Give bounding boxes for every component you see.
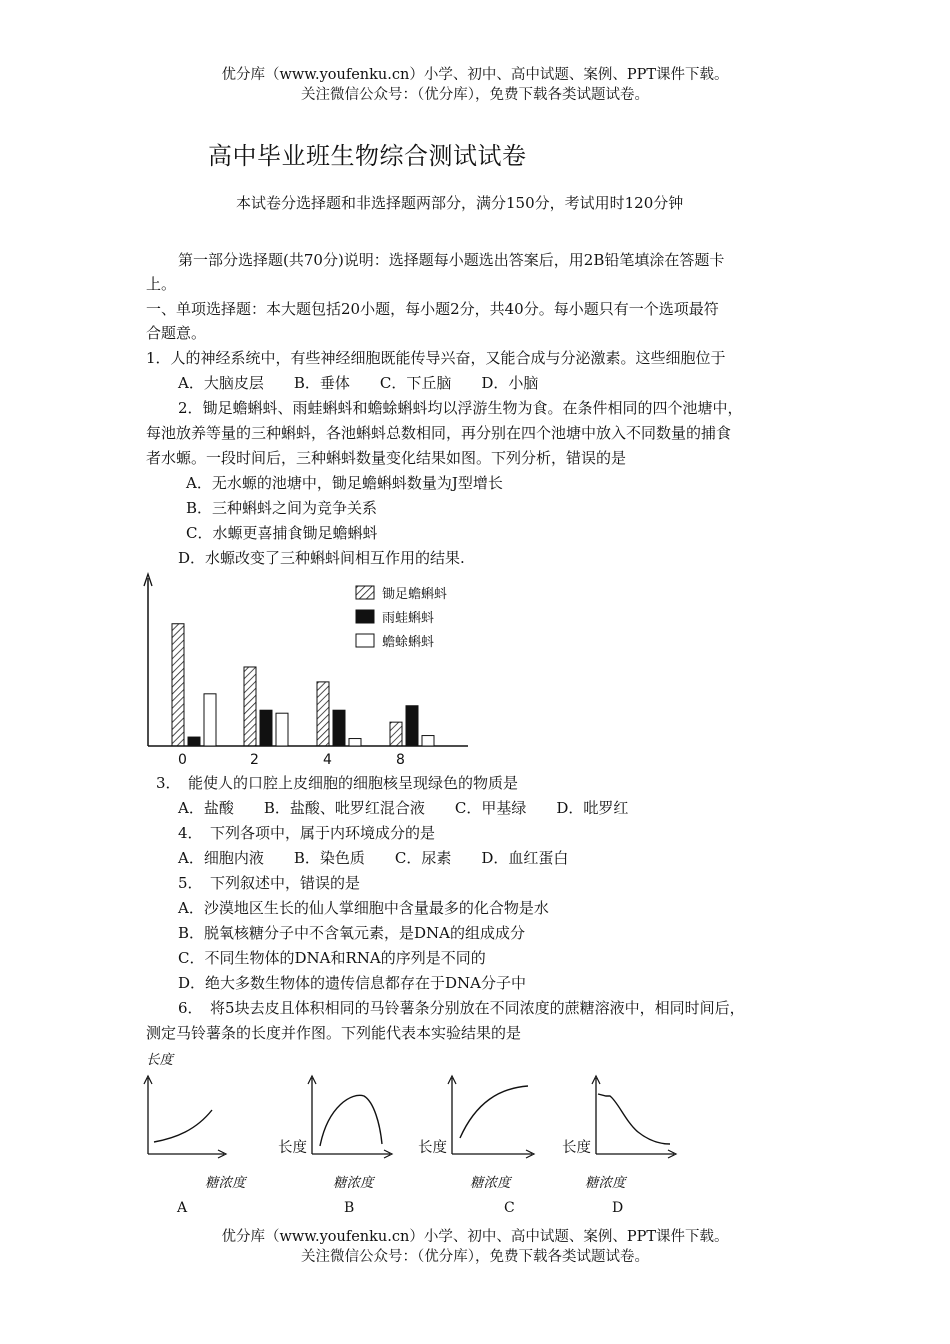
q2-option-b: B．三种蝌蚪之间为竞争关系 xyxy=(186,499,378,517)
q2-line-3: 者水螈。一段时间后，三种蝌蚪数量变化结果如图。下列分析，错误的是 xyxy=(146,449,627,467)
graph-c-ylabel: 长度 xyxy=(418,1140,447,1156)
legend-swatch-1 xyxy=(356,610,374,623)
graph-b-xlabel: 糖浓度 xyxy=(333,1175,374,1191)
graph-a xyxy=(144,1076,226,1158)
q2-line-2: 每池放养等量的三种蝌蚪，各池蝌蚪总数相同，再分别在四个池塘中放入不同数量的捕食 xyxy=(146,424,732,442)
graph-b-ylabel: 长度 xyxy=(278,1140,307,1156)
graph-c-curve xyxy=(460,1086,528,1138)
graph-d-letter: D xyxy=(612,1200,624,1216)
q5-option-b: B．脱氧核糖分子中不含氧元素，是DNA的组成成分 xyxy=(178,924,526,942)
x-tick-label-4: 4 xyxy=(323,752,332,768)
graph-c-letter: C xyxy=(504,1200,515,1216)
graph-a-letter: A xyxy=(177,1200,188,1216)
q6-line-2: 测定马铃薯条的长度并作图。下列能代表本实验结果的是 xyxy=(146,1024,522,1042)
bar-2-series-0 xyxy=(244,667,256,746)
graph-b xyxy=(308,1076,392,1158)
q2-option-a: A．无水螈的池塘中，锄足蟾蝌蚪数量为J型增长 xyxy=(186,474,503,492)
section1-line-2: 合题意。 xyxy=(146,324,207,342)
footer-line-1: 优分库（www.youfenku.cn）小学、初中、高中试题、案例、PPT课件下载。 xyxy=(221,1229,729,1245)
bar-8-series-0 xyxy=(390,722,402,746)
legend-label-1: 雨蛙蝌蚪 xyxy=(382,611,435,626)
q1-stem: 1．人的神经系统中，有些神经细胞既能传导兴奋，又能合成与分泌激素。这些细胞位于 xyxy=(146,349,726,367)
page-title: 高中毕业班生物综合测试试卷 xyxy=(208,142,527,170)
bar-0-series-1 xyxy=(188,737,200,746)
bar-8-series-2 xyxy=(422,736,434,746)
part1-line-1: 第一部分选择题(共70分)说明：选择题每小题选出答案后，用2B铅笔填涂在答题卡 xyxy=(178,251,725,269)
q2-option-d: D．水螈改变了三种蝌蚪间相互作用的结果. xyxy=(178,549,465,567)
bar-0-series-0 xyxy=(172,624,184,746)
footer-line-2: 关注微信公众号：（优分库），免费下载各类试题试卷。 xyxy=(301,1249,649,1265)
bar-2-series-1 xyxy=(260,710,272,746)
q5-option-d: D．绝大多数生物体的遗传信息都存在于DNA分子中 xyxy=(178,974,527,992)
graph-d-ylabel: 长度 xyxy=(562,1140,591,1156)
bar-4-series-2 xyxy=(349,739,361,746)
graph-d xyxy=(592,1076,676,1158)
bar-4-series-0 xyxy=(317,682,329,746)
q6-graphs xyxy=(140,1072,680,1162)
graph-c-xlabel: 糖浓度 xyxy=(470,1175,511,1191)
q5-option-c: C．不同生物体的DNA和RNA的序列是不同的 xyxy=(178,949,486,967)
tadpole-bar-chart xyxy=(130,566,480,772)
x-tick-label-8: 8 xyxy=(396,752,405,768)
bar-0-series-2 xyxy=(204,694,216,746)
graph-d-curve xyxy=(598,1094,670,1144)
q3-stem: 3． 能使人的口腔上皮细胞的细胞核呈现绿色的物质是 xyxy=(156,774,519,792)
q2-option-c: C．水螈更喜捕食锄足蟾蝌蚪 xyxy=(186,524,378,542)
legend-label-2: 蟾蜍蝌蚪 xyxy=(382,635,435,650)
q4-options: A．细胞内液 B．染色质 C．尿素 D．血红蛋白 xyxy=(178,849,569,867)
graph-b-letter: B xyxy=(344,1200,355,1216)
legend-swatch-2 xyxy=(356,634,374,647)
bar-8-series-1 xyxy=(406,706,418,746)
graph-c xyxy=(448,1076,534,1158)
legend-label-0: 锄足蟾蝌蚪 xyxy=(382,587,448,602)
graph-a-curve xyxy=(154,1110,212,1142)
q4-stem: 4． 下列各项中，属于内环境成分的是 xyxy=(178,824,436,842)
legend-swatch-0 xyxy=(356,586,374,599)
q5-stem: 5． 下列叙述中，错误的是 xyxy=(178,874,361,892)
graph-a-xlabel: 糖浓度 xyxy=(205,1175,246,1191)
bar-2-series-2 xyxy=(276,713,288,746)
x-tick-label-0: 0 xyxy=(178,752,187,768)
exam-subtitle: 本试卷分选择题和非选择题两部分，满分150分，考试用时120分钟 xyxy=(236,194,684,212)
graph-a-ylabel: 长度 xyxy=(146,1052,173,1068)
header-line-1: 优分库（www.youfenku.cn）小学、初中、高中试题、案例、PPT课件下载。 xyxy=(221,67,729,83)
header-line-2: 关注微信公众号：（优分库），免费下载各类试题试卷。 xyxy=(301,87,649,103)
section1-line-1: 一、单项选择题：本大题包括20小题，每小题2分，共40分。每小题只有一个选项最符 xyxy=(146,300,719,318)
q2-line-1: 2．锄足蟾蝌蚪、雨蛙蝌蚪和蟾蜍蝌蚪均以浮游生物为食。在条件相同的四个池塘中， xyxy=(178,399,743,417)
graph-b-curve xyxy=(320,1095,382,1146)
graph-d-xlabel: 糖浓度 xyxy=(585,1175,626,1191)
part1-line-2: 上。 xyxy=(146,275,177,293)
bar-4-series-1 xyxy=(333,710,345,746)
q6-line-1: 6． 将5块去皮且体积相同的马铃薯条分别放在不同浓度的蔗糖溶液中，相同时间后， xyxy=(178,999,745,1017)
q1-options: A．大脑皮层 B．垂体 C．下丘脑 D．小脑 xyxy=(178,374,539,392)
q5-option-a: A．沙漠地区生长的仙人掌细胞中含量最多的化合物是水 xyxy=(178,899,549,917)
x-tick-label-2: 2 xyxy=(250,752,259,768)
q3-options: A．盐酸 B．盐酸、吡罗红混合液 C．甲基绿 D．吡罗红 xyxy=(178,799,629,817)
